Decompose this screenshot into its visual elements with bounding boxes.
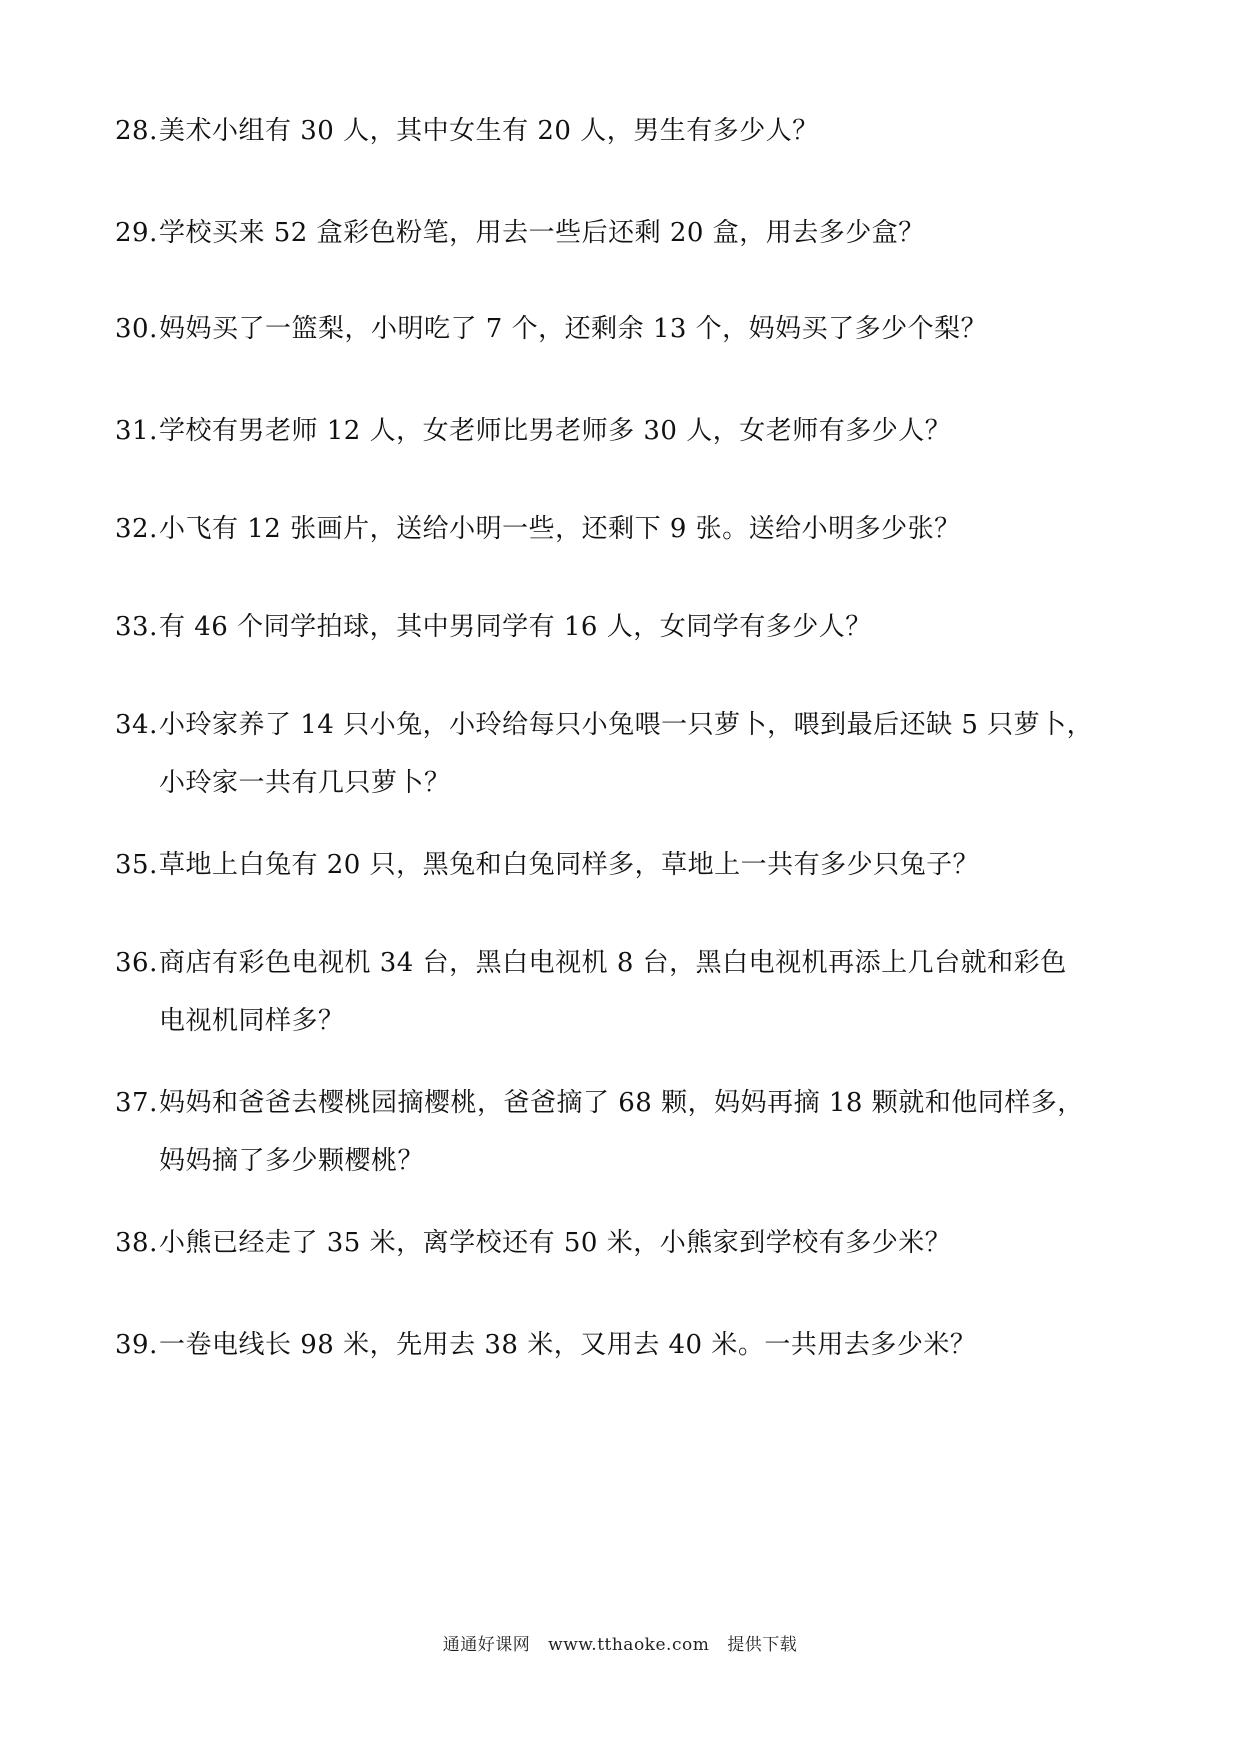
problem-text: 学校买来 52 盒彩色粉笔，用去一些后还剩 20 盒，用去多少盒？ xyxy=(159,218,925,248)
problem-number: 36. xyxy=(115,948,158,978)
problem-34 xyxy=(115,696,1155,812)
problem-text: 妈妈和爸爸去樱桃园摘樱桃，爸爸摘了 68 颗，妈妈再摘 18 颗就和他同样多， xyxy=(159,1088,1084,1118)
problem-text: 美术小组有 30 人，其中女生有 20 人，男生有多少人？ xyxy=(159,116,819,146)
problem-text: 一卷电线长 98 米，先用去 38 米，又用去 40 米。一共用去多少米？ xyxy=(159,1330,977,1360)
problem-number: 34. xyxy=(115,710,158,740)
problem-38 xyxy=(115,1214,1155,1272)
problem-number: 28. xyxy=(115,116,158,146)
problem-number: 33. xyxy=(115,612,158,642)
problem-text: 草地上白兔有 20 只，黑兔和白兔同样多，草地上一共有多少只兔子？ xyxy=(159,850,980,880)
problem-32 xyxy=(115,500,1155,558)
problem-36 xyxy=(115,934,1155,1050)
problem-text: 妈妈买了一篮梨，小明吃了 7 个，还剩余 13 个，妈妈买了多少个梨？ xyxy=(159,314,988,344)
problem-33 xyxy=(115,598,1155,656)
problem-text: 学校有男老师 12 人，女老师比男老师多 30 人，女老师有多少人？ xyxy=(159,416,952,446)
problem-text: 有 46 个同学拍球，其中男同学有 16 人，女同学有多少人？ xyxy=(159,612,872,642)
problem-37 xyxy=(115,1074,1155,1190)
problem-number: 35. xyxy=(115,850,158,880)
problem-text-continued: 小玲家一共有几只萝卜？ xyxy=(159,768,451,798)
problem-35 xyxy=(115,836,1155,894)
footer-site-name: 通通好课网 xyxy=(442,1635,531,1655)
problem-number: 30. xyxy=(115,314,158,344)
problem-text-continued: 妈妈摘了多少颗樱桃？ xyxy=(159,1146,425,1176)
page-footer xyxy=(0,1630,1240,1655)
problem-text: 小熊已经走了 35 米，离学校还有 50 米，小熊家到学校有多少米？ xyxy=(159,1228,952,1258)
footer-suffix: 提供下载 xyxy=(727,1635,798,1655)
problem-text: 小玲家养了 14 只小兔，小玲给每只小兔喂一只萝卜，喂到最后还缺 5 只萝卜， xyxy=(159,710,1094,740)
problem-text: 小飞有 12 张画片，送给小明一些，还剩下 9 张。送给小明多少张？ xyxy=(159,514,961,544)
problem-number: 39. xyxy=(115,1330,158,1360)
problem-28 xyxy=(115,102,1155,160)
problem-number: 38. xyxy=(115,1228,158,1258)
footer-url: www.tthaoke.com xyxy=(548,1635,710,1655)
problem-30 xyxy=(115,300,1155,358)
problem-number: 37. xyxy=(115,1088,158,1118)
problem-31 xyxy=(115,402,1155,460)
problem-29 xyxy=(115,204,1155,262)
problem-number: 31. xyxy=(115,416,158,446)
problem-39 xyxy=(115,1316,1155,1374)
problem-number: 32. xyxy=(115,514,158,544)
problem-text: 商店有彩色电视机 34 台，黑白电视机 8 台，黑白电视机再添上几台就和彩色 xyxy=(159,948,1067,978)
problem-number: 29. xyxy=(115,218,158,248)
problem-text-continued: 电视机同样多？ xyxy=(159,1006,345,1036)
